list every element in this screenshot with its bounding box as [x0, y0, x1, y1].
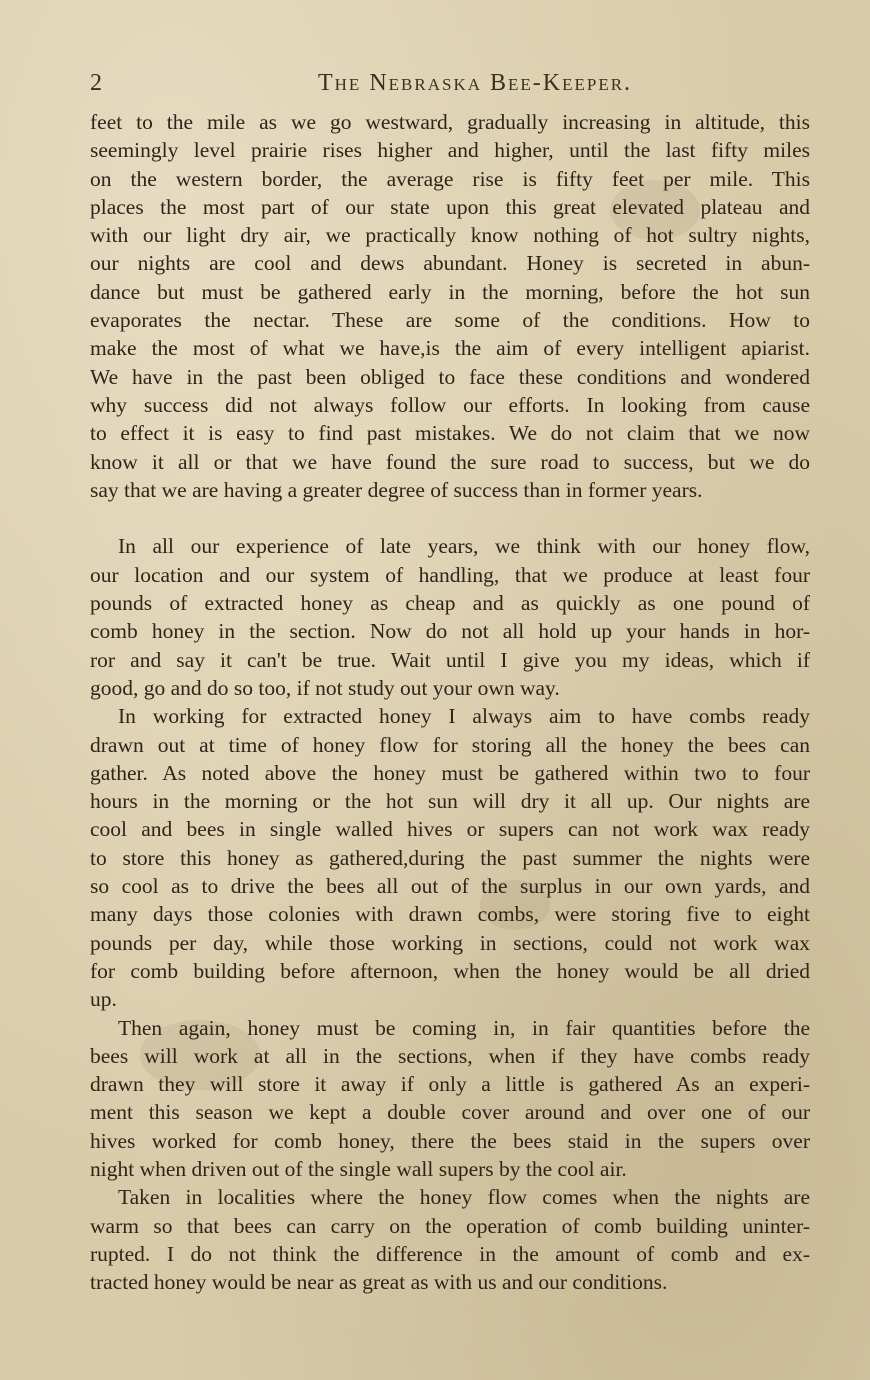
text-line: hives worked for comb honey, there the bees staid in the supers over — [90, 1128, 810, 1153]
text-line: dance but must be gathered early in the morning, before the hot sun — [90, 279, 810, 304]
paragraph-gap — [90, 504, 810, 532]
text-line: make the most of what we have,is the aim of every intelligent apiarist. — [90, 336, 810, 361]
text-line: ment this season we kept a double cover around and over one of our — [90, 1100, 810, 1125]
text-line: comb honey in the section. Now do not all hold up your hands in hor- — [90, 619, 810, 644]
journal-title: The Nebraska Bee-Keeper. — [318, 70, 633, 96]
text-line: so cool as to drive the bees all out of the surplus in our own yards, and — [90, 874, 810, 899]
text-line: cool and bees in single walled hives or supers can not work wax ready — [90, 817, 810, 842]
text-line: In all our experience of late years, we think with our honey flow, — [118, 534, 810, 559]
text-line: bees will work at all in the sections, when if they have combs ready — [90, 1043, 810, 1068]
text-line: hours in the morning or the hot sun will dry it all up. Our nights are — [90, 789, 810, 814]
text-line: evaporates the nectar. These are some of the conditions. How to — [90, 308, 810, 333]
text-line: In working for extracted honey I always aim to have combs ready — [118, 704, 810, 729]
text-line: Taken in localities where the honey flow comes when the nights are — [118, 1185, 810, 1210]
text-line: with our light dry air, we practically know nothing of hot sultry nights, — [90, 223, 810, 248]
text-line: Then again, honey must be coming in, in fair quantities before the — [118, 1015, 810, 1040]
text-line: for comb building before afternoon, when the honey would be all dried — [90, 958, 810, 983]
text-line: pounds per day, while those working in sections, could not work wax — [90, 930, 810, 955]
text-line: why success did not always follow our efforts. In looking from cause — [90, 392, 810, 417]
text-line: say that we are having a greater degree of success than in former years. — [90, 477, 703, 502]
text-line: drawn they will store it away if only a little is gathered As an experi- — [90, 1072, 810, 1097]
article-body — [90, 108, 810, 1296]
text-line: to effect it is easy to find past mistakes. We do not claim that we now — [90, 421, 810, 446]
text-line: our location and our system of handling, that we produce at least four — [90, 562, 810, 587]
text-line: many days those colonies with drawn combs, were storing five to eight — [90, 902, 810, 927]
text-line: our nights are cool and dews abundant. Honey is secreted in abun- — [90, 251, 810, 276]
text-line: rupted. I do not think the difference in the amount of comb and ex- — [90, 1241, 810, 1266]
text-line: feet to the mile as we go westward, gradually increasing in altitude, this — [90, 110, 810, 134]
text-line: tracted honey would be near as great as with us and our conditions. — [90, 1270, 668, 1295]
running-head — [90, 66, 790, 100]
text-line: good, go and do so too, if not study out your own way. — [90, 675, 560, 700]
text-line: on the western border, the average rise is fifty feet per mile. This — [90, 166, 810, 191]
text-line: drawn out at time of honey flow for storing all the honey the bees can — [90, 732, 810, 757]
text-line: ror and say it can't be true. Wait until I give you my ideas, which if — [90, 647, 810, 672]
text-line: pounds of extracted honey as cheap and as quickly as one pound of — [90, 591, 810, 616]
page-number: 2 — [90, 70, 102, 96]
text-line: gather. As noted above the honey must be gathered within two to four — [90, 760, 810, 785]
text-line: seemingly level prairie rises higher and higher, until the last fifty miles — [90, 138, 810, 163]
text-line: warm so that bees can carry on the operation of comb building uninter- — [90, 1213, 810, 1238]
text-line: up. — [90, 987, 117, 1012]
text-line: night when driven out of the single wall supers by the cool air. — [90, 1156, 627, 1181]
text-line: We have in the past been obliged to face these conditions and wondered — [90, 364, 810, 389]
text-line: know it all or that we have found the sure road to success, but we do — [90, 449, 810, 474]
text-line: places the most part of our state upon this great elevated plateau and — [90, 194, 810, 219]
text-line: to store this honey as gathered,during the past summer the nights were — [90, 845, 810, 870]
